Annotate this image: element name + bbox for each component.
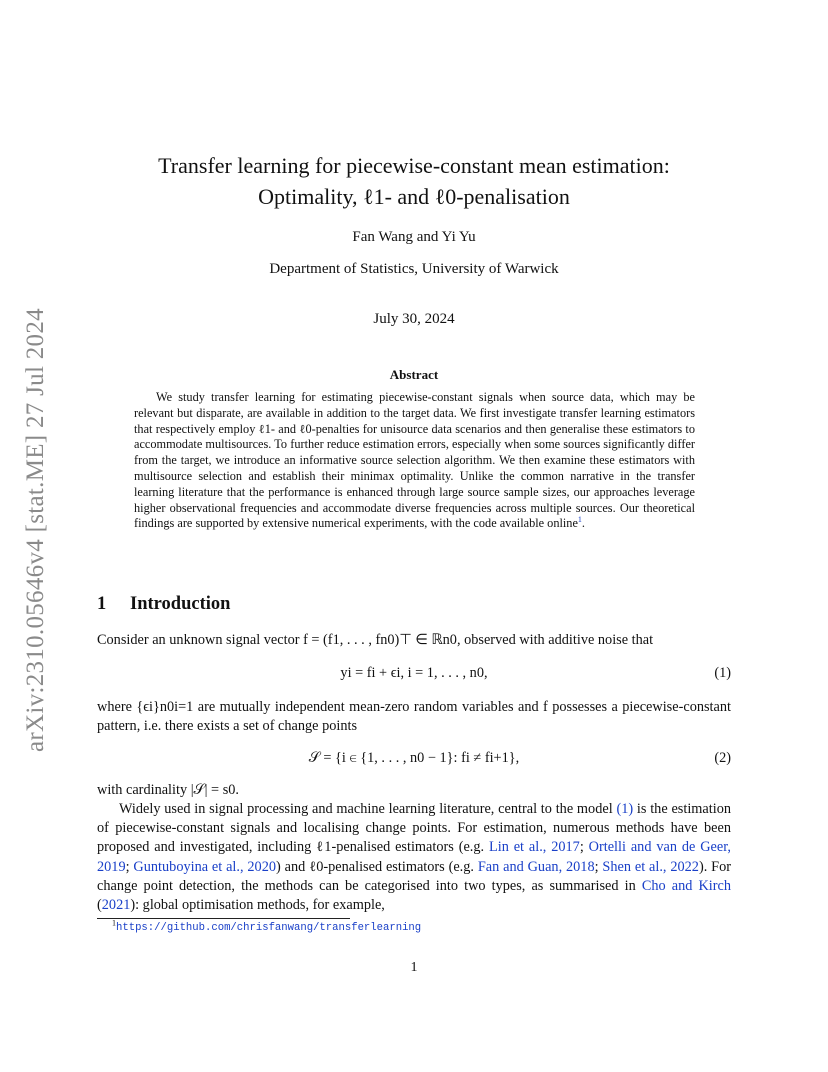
text-span: Widely used in signal processing and machine learning literature, central to the model: [119, 801, 617, 817]
publication-date: July 30, 2024: [373, 311, 455, 327]
footnote: [112, 918, 422, 934]
footnote-url-link[interactable]: https://github.com/chrisfanwang/transferlearning: [116, 922, 422, 934]
footnote-mark: 1: [112, 918, 116, 928]
equation-ref-link[interactable]: (1): [616, 801, 634, 817]
citation-link[interactable]: Cho and Kirch: [641, 877, 731, 894]
equation-1-body: yi = fi + ϵi, i = 1, . . . , n0,: [340, 665, 488, 681]
equation-2-number: (2): [714, 750, 731, 766]
citation-link[interactable]: Lin et al., 2017: [488, 839, 580, 856]
equation-2-body: 𝒮 = {i ∈ {1, . . . , n0 − 1}: fi ≠ fi+1},: [308, 750, 520, 766]
equation-1-number: (1): [714, 665, 731, 681]
paragraph-4: [97, 800, 731, 915]
citation-link[interactable]: Shen et al., 2022: [602, 858, 699, 875]
arxiv-identifier-stamp: arXiv:2310.05646v4 [stat.ME] 27 Jul 2024: [22, 308, 49, 752]
citation-link[interactable]: Fan and Guan, 2018: [477, 858, 595, 875]
paragraph-1: Consider an unknown signal vector f = (f1, . . . , fn0)⊤ ∈ ℝn0, observed with additive noise that: [97, 632, 654, 648]
page-number: 1: [410, 960, 418, 975]
text-span: ). For change point detection, the methods can be categorised into two types, as summarised in: [97, 858, 731, 894]
paragraph-2: where {ϵi}n0i=1 are mutually independent mean-zero random variables and f possesses a piecewise-constant pattern, i.e. there exists a set of change points: [97, 699, 731, 735]
title-line-2: Optimality, ℓ1- and ℓ0-penalisation: [258, 184, 570, 209]
text-span: ;: [125, 858, 134, 875]
footnote-divider: [97, 918, 350, 919]
section-heading: [97, 594, 230, 615]
section-title: Introduction: [130, 594, 231, 614]
footnote-reference[interactable]: 1: [577, 515, 582, 525]
citation-link[interactable]: Guntuboyina et al., 2020: [133, 858, 276, 875]
abstract-text: We study transfer learning for estimating piecewise-constant signals when source data, which may be relevant but disparate, are available in addition to the target data. We first investigate transfer learning estimators that respectively employ ℓ1- and ℓ0-penalties for unisource data scenarios and then generalise these estimators to accommodate multisources. To further reduce estimation errors, especially when some sources significantly differ from the target, we introduce an informative source selection algorithm. We then examine these estimators with multisource selection and establish their minimax optimality. Unlike the common narrative in the transfer learning literature that the performance is enhanced through large source sample sizes, our approaches leverage higher observational frequencies and accommodate diverse frequencies across multiple sources. Our theoretical findings are supported by extensive numerical experiments, with the code available online: [134, 390, 695, 531]
paper-title: [96, 150, 732, 212]
authors: Fan Wang and Yi Yu: [352, 229, 476, 245]
citation-link[interactable]: 2021: [101, 897, 131, 914]
title-line-1: Transfer learning for piecewise-constant mean estimation:: [158, 153, 670, 178]
citation-link[interactable]: Ortelli and van de Geer, 2019: [97, 839, 731, 875]
text-span: (: [97, 897, 102, 914]
abstract-heading: Abstract: [389, 367, 439, 382]
paragraph-3: with cardinality |𝒮| = s0.: [97, 782, 239, 798]
text-span: ): global optimisation methods, for example,: [130, 897, 385, 914]
text-span: ;: [579, 839, 589, 856]
text-span: is the estimation of piecewise-constant signals and localising change points. For estimation, numerous methods have been proposed and investigated, including ℓ1-penalised estimators (e.g.: [97, 801, 731, 856]
text-span: ;: [594, 858, 603, 875]
affiliation: Department of Statistics, University of Warwick: [269, 261, 559, 277]
section-number: 1: [97, 594, 107, 614]
text-span: ) and ℓ0-penalised estimators (e.g.: [276, 858, 478, 875]
abstract-body: [134, 390, 695, 532]
abstract-end: .: [581, 516, 585, 531]
